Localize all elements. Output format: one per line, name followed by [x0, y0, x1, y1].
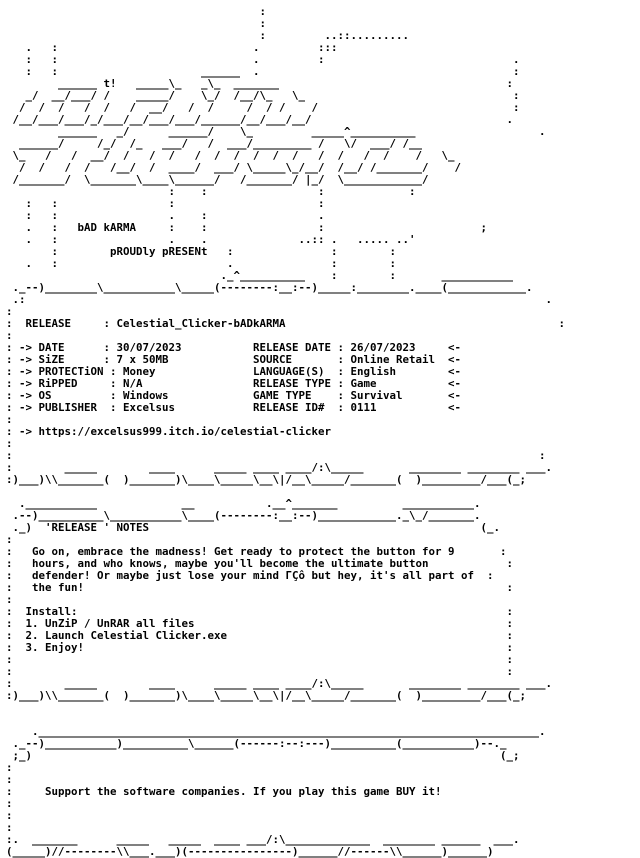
- release-info-row: : -> SiZE : 7 x 50MB SOURCE : Online Retail <-: [6, 353, 462, 366]
- border-line: .: .: [12, 293, 553, 306]
- border-line: ;_) (_;: [12, 749, 520, 762]
- border-line: : :: [6, 449, 546, 462]
- ascii-art-line: ______/ /_/ /_ ___/ / ___/_________ / \/ ___/ /__: [19, 137, 423, 150]
- ascii-art-line: ______ _/ ______/ \_ _____^__________ .: [58, 125, 546, 138]
- border-line: :: [6, 305, 13, 318]
- support-box-bottom-border: [6, 833, 520, 858]
- border-line: : _____ ____ _____ ____ ____/:\_____ ________ ________ ___.: [6, 677, 553, 690]
- border-line: :: [6, 437, 13, 450]
- ascii-art-line: : : : :: [25, 197, 325, 210]
- support-box: [6, 725, 546, 858]
- notes-box-top-border: [6, 497, 500, 534]
- border-line: .___________ __ .__^_______ ___________.: [19, 497, 481, 510]
- release-info-row: : RELEASE : Celestial_Clicker-bADkARMA :: [6, 317, 566, 330]
- border-line: ._--)________\___________\_____(--------:__:--)_____:________.____(____________.: [12, 281, 533, 294]
- ascii-art-line: . : . . ..:: . ..... ..': [25, 233, 416, 246]
- support-text-line: :: [6, 773, 13, 786]
- release-box-top-border: [6, 281, 552, 318]
- notes-text-line: : 2. Launch Celestial Clicker.exe :: [6, 629, 514, 642]
- release-box-bottom-border: [6, 437, 552, 486]
- ascii-art-line: :: [259, 17, 267, 30]
- release-box-rows: [6, 317, 565, 438]
- release-info-row: :: [6, 413, 13, 426]
- notes-text-line: : hours, and who knows, maybe you'll become the ultimate button :: [6, 557, 514, 570]
- release-info-row: : -> OS : Windows GAME TYPE : Survival <-: [6, 389, 462, 402]
- ascii-art-line: ._^__________ : : ___________: [220, 269, 514, 282]
- release-info-row: :: [6, 329, 13, 342]
- release-notes-box: [6, 497, 552, 702]
- support-text-line: : Support the software companies. If you play this game BUY it!: [6, 785, 442, 798]
- border-line: :. _______ _____ _____ ____ ___/:\_____________ ________ ______ ___.: [6, 833, 520, 846]
- support-box-top-border: [6, 725, 546, 762]
- ascii-header-art: [6, 5, 546, 282]
- ascii-art-line: /__/___/___/_/___/__/___/___/______/__/___/__/ .: [12, 113, 514, 126]
- border-line: ._) 'RELEASE ' NOTES (_.: [12, 521, 501, 534]
- support-box-body: [6, 761, 442, 834]
- release-info-box: [6, 281, 565, 486]
- ascii-art-line: / / / / /__/ / ____/ ___/ \_____\_/__/ /__/ /_______/ /: [19, 161, 462, 174]
- border-line: :)___)\\_______( )_______)\____\_____\__\|/__\_____/_______( )_________/___(_;: [6, 689, 527, 702]
- ascii-art-line: : : ______ . :: [25, 65, 520, 78]
- ascii-art-line: . : . : :: [25, 257, 397, 270]
- border-line: ._--)___________)__________\______(------:--:---)__________(___________)--._: [12, 737, 507, 750]
- ascii-art-line: ______ t! _____\_ _\_ _______ :: [58, 77, 514, 90]
- release-info-row: : -> PUBLISHER : Excelsus RELEASE ID# : 0111 <-: [6, 401, 462, 414]
- support-text-line: :: [6, 809, 13, 822]
- border-line: ._____________________________________________________________________________.: [32, 725, 546, 738]
- ascii-art-line: :: [259, 5, 267, 18]
- border-line: (_____)//--------\\___.___)(----------------)______//------\\______)______): [6, 845, 494, 858]
- notes-text-line: : 1. UnZiP / UnRAR all files :: [6, 617, 514, 630]
- notes-box-bottom-border: [6, 677, 552, 702]
- release-info-row: : -> RiPPED : N/A RELEASE TYPE : Game <-: [6, 377, 462, 390]
- nfo-document: [6, 6, 565, 858]
- notes-box-body: [6, 533, 513, 678]
- ascii-art-line: : : . : .: [25, 209, 325, 222]
- ascii-art-line: \_ / / __/ / / / / / / / / / / / / / / \_: [12, 149, 455, 162]
- notes-text-line: :: [6, 593, 13, 606]
- release-info-row: : -> PROTECTiON : Money LANGUAGE(S) : English <-: [6, 365, 462, 378]
- ascii-art-line: _/ __/___/ / _____/ \_/ /__/\_ \_ :: [25, 89, 520, 102]
- support-text-line: :: [6, 797, 13, 810]
- notes-text-line: :: [6, 533, 13, 546]
- notes-text-line: : :: [6, 653, 514, 666]
- notes-text-line: : defender! Or maybe just lose your mind ΓÇô but hey, it's all part of :: [6, 569, 494, 582]
- ascii-art-line: : ..::.........: [259, 29, 410, 42]
- border-line: :)___)\\_______( )_______)\____\_____\__\|/__\_____/_______( )_________/___(_;: [6, 473, 527, 486]
- release-url-link[interactable]: https://excelsus999.itch.io/celestial-clicker: [38, 425, 332, 438]
- notes-text-line: : the fun! :: [6, 581, 514, 594]
- ascii-art-line: /_______/ \_______\____\______/ /_______/ |_/ \____________/: [12, 173, 429, 186]
- support-text-line: :: [6, 821, 13, 834]
- ascii-art-line: / / / / / / __/ / / / / / / :: [19, 101, 520, 114]
- notes-text-line: : Go on, embrace the madness! Get ready to protect the button for 9 :: [6, 545, 507, 558]
- ascii-art-line: . : . :::: [25, 41, 338, 54]
- notes-text-line: : Install: :: [6, 605, 514, 618]
- notes-text-line: : 3. Enjoy! :: [6, 641, 514, 654]
- release-info-row: : ->: [6, 425, 39, 438]
- support-text-line: :: [6, 761, 13, 774]
- ascii-art-line: : : . : .: [25, 53, 520, 66]
- release-info-row: : -> DATE : 30/07/2023 RELEASE DATE : 26/07/2023 <-: [6, 341, 462, 354]
- ascii-art-line: . : bAD kARMA : : : ;: [25, 221, 488, 234]
- border-line: : _____ ____ _____ ____ ____/:\_____ ________ ________ ___.: [6, 461, 553, 474]
- border-line: .--)__________\___________\____(--------:__:--)____________._\_/_______.: [12, 509, 481, 522]
- notes-text-line: : :: [6, 665, 514, 678]
- ascii-art-line: : : : :: [168, 185, 416, 198]
- ascii-art-line: : pROUDly pRESENt : : :: [51, 245, 397, 258]
